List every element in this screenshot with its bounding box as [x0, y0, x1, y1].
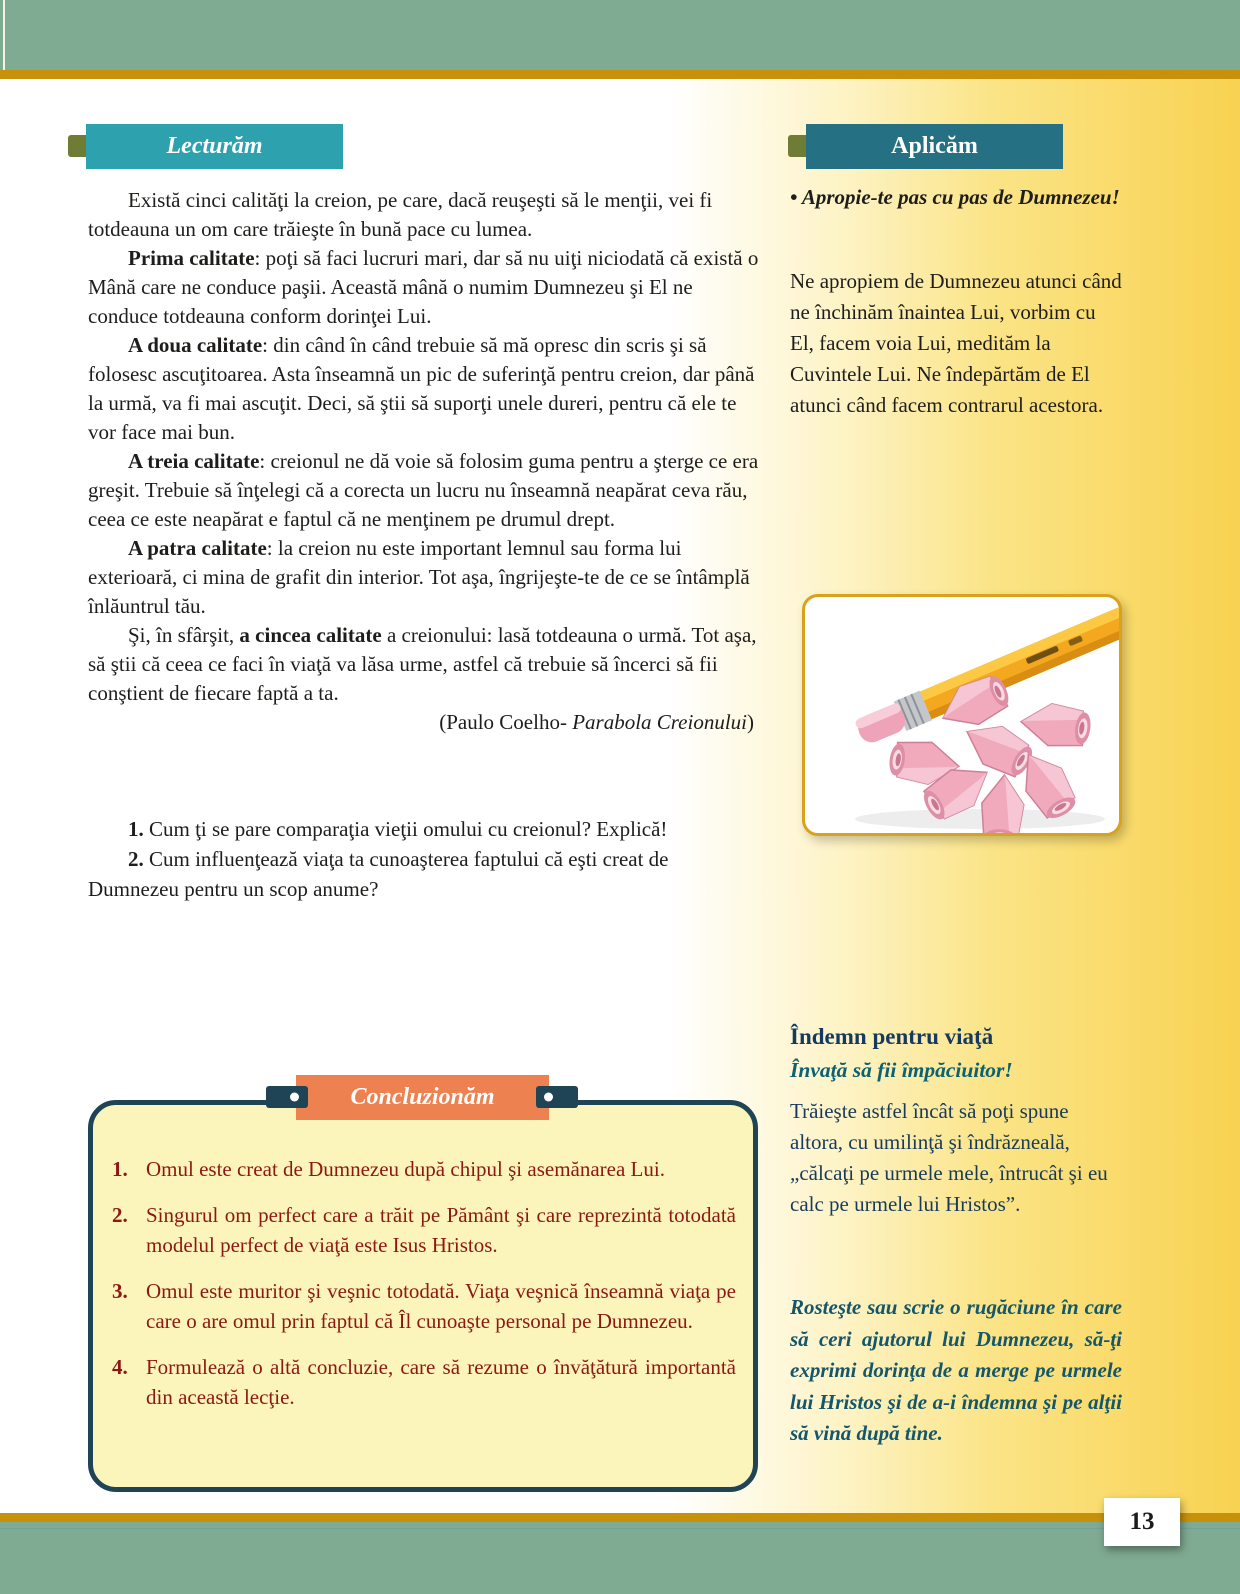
- conclusion-list: [112, 1154, 736, 1428]
- page-number: 13: [1129, 1508, 1155, 1535]
- top-bar-edge-line: [3, 0, 5, 70]
- aplicam-badge: [806, 124, 1063, 169]
- pin-dot-icon: [290, 1093, 299, 1102]
- indemn-subtitle: Învaţă să fii împăciuitor!: [790, 1058, 1013, 1082]
- paragraph: A doua calitate: din când în când trebuie să mă opresc din scris şi să folosesc ascuţitoarea. Asta înseamnă un pic de suferinţă pentru creion, dar până la urmă, va fi mai ascuţit. Deci, să ştii să suporţi unele dureri, pentru că ele te vor face mai bun.: [88, 333, 755, 444]
- gold-strip-top: [0, 70, 1240, 79]
- bottom-bar: [0, 1522, 1240, 1594]
- conclusion-number: 1.: [112, 1157, 128, 1181]
- top-bar: [0, 0, 1240, 70]
- conclusion-text: Omul este muritor şi veşnic totodată. Viaţa veşnică înseamnă viaţa pe care o are omul prin faptul că Îl cunoaşte personal pe Dumnezeu.: [146, 1279, 736, 1333]
- conclusion-item: [112, 1200, 736, 1260]
- questions: [88, 814, 760, 904]
- lecturam-badge: [86, 124, 343, 169]
- connector-pin-icon: [536, 1086, 578, 1108]
- conclusion-item: [112, 1154, 736, 1184]
- page-number-badge: [1104, 1498, 1180, 1546]
- aplicam-bullet-heading: • Apropie-te pas cu pas de Dumnezeu!: [790, 185, 1120, 209]
- conclusion-text: Omul este creat de Dumnezeu după chipul şi asemănarea Lui.: [146, 1157, 665, 1181]
- aplicam-paragraph: Ne apropiem de Dumnezeu atunci când ne închinăm înaintea Lui, vorbim cu El, facem voia Lui, medităm la Cuvintele Lui. Ne îndepărtăm de El atunci când facem contrarul acestora.: [790, 269, 1122, 417]
- pin-dot-icon: [544, 1093, 553, 1102]
- question: 2. Cum influenţează viaţa ta cunoaşterea faptului că eşti creat de Dumnezeu pentru un scop anume?: [88, 847, 669, 901]
- lecturam-badge-label: Lecturăm: [166, 133, 263, 159]
- concluzionam-badge: [296, 1075, 549, 1120]
- paragraph: Şi, în sfârşit, a cincea calitate a creionului: lasă totdeauna o urmă. Tot aşa, să ştii că ceea ce faci în viaţă va lăsa urme, astfel că trebuie să încerci să fii conştient de fiecare faptă a ta.: [88, 623, 757, 705]
- conclusion-text: Singurul om perfect care a trăit pe Pământ şi care reprezintă totodată modelul perfect de viaţă este Isus Hristos.: [146, 1203, 736, 1257]
- reading-text: [88, 186, 760, 737]
- concluzionam-badge-label: Concluzionăm: [350, 1084, 495, 1110]
- conclusion-number: 4.: [112, 1355, 128, 1379]
- connector-pin-icon: [266, 1086, 308, 1108]
- conclusion-number: 3.: [112, 1279, 128, 1303]
- conclusion-item: [112, 1352, 736, 1412]
- paragraph: Prima calitate: poţi să faci lucruri mari, dar să nu uiţi niciodată că există o Mână care ne conduce paşii. Această mână o numim Dumnezeu şi El ne conduce totdeauna conform dorinţei Lui.: [88, 246, 759, 328]
- conclusion-text: Formulează o altă concluzie, care să rezume o învăţătură importantă din această lecţie.: [146, 1355, 736, 1409]
- pencil-erasers-illustration: [805, 597, 1119, 833]
- question: 1. Cum ţi se pare comparaţia vieţii omului cu creionul? Explică!: [128, 817, 668, 841]
- conclusion-item: [112, 1276, 736, 1336]
- indemn-paragraph: Trăieşte astfel încât să poţi spune altora, cu umilinţă şi îndrăzneală, „călcaţi pe urmele mele, întrucât şi eu calc pe urmele lui Hristos”.: [790, 1099, 1108, 1216]
- indemn-title: Îndemn pentru viaţă: [790, 1024, 994, 1049]
- citation: (Paulo Coelho- Parabola Creionului): [439, 710, 754, 734]
- prayer-paragraph: Rosteşte sau scrie o rugăciune în care să ceri ajutorul lui Dumnezeu, să-ţi exprimi dorinţa de a merge pe urmele lui Hristos şi de a-i îndemna şi pe alţii să vină după tine.: [790, 1295, 1122, 1445]
- aplicam-badge-label: Aplicăm: [891, 133, 978, 159]
- gold-strip-bottom: [0, 1513, 1240, 1522]
- erasers-image: [802, 594, 1122, 836]
- paragraph: Există cinci calităţi la creion, pe care, dacă reuşeşti să le menţii, vei fi totdeauna un om care trăieşte în bună pace cu lumea.: [88, 188, 713, 241]
- paragraph: A treia calitate: creionul ne dă voie să folosim guma pentru a şterge ce era greşit. Trebuie să înţelegi că a corecta un lucru nu înseamnă neapărat ceva rău, ceea ce este neapărat e faptul că ne menţinem pe drumul drept.: [88, 449, 759, 531]
- conclusion-number: 2.: [112, 1203, 128, 1227]
- bottom-bar-line: [0, 1528, 1240, 1529]
- paragraph: A patra calitate: la creion nu este important lemnul sau forma lui exterioară, ci mina de grafit din interior. Tot aşa, îngrijeşte-te de ce se întâmplă înlăuntrul tău.: [88, 536, 750, 618]
